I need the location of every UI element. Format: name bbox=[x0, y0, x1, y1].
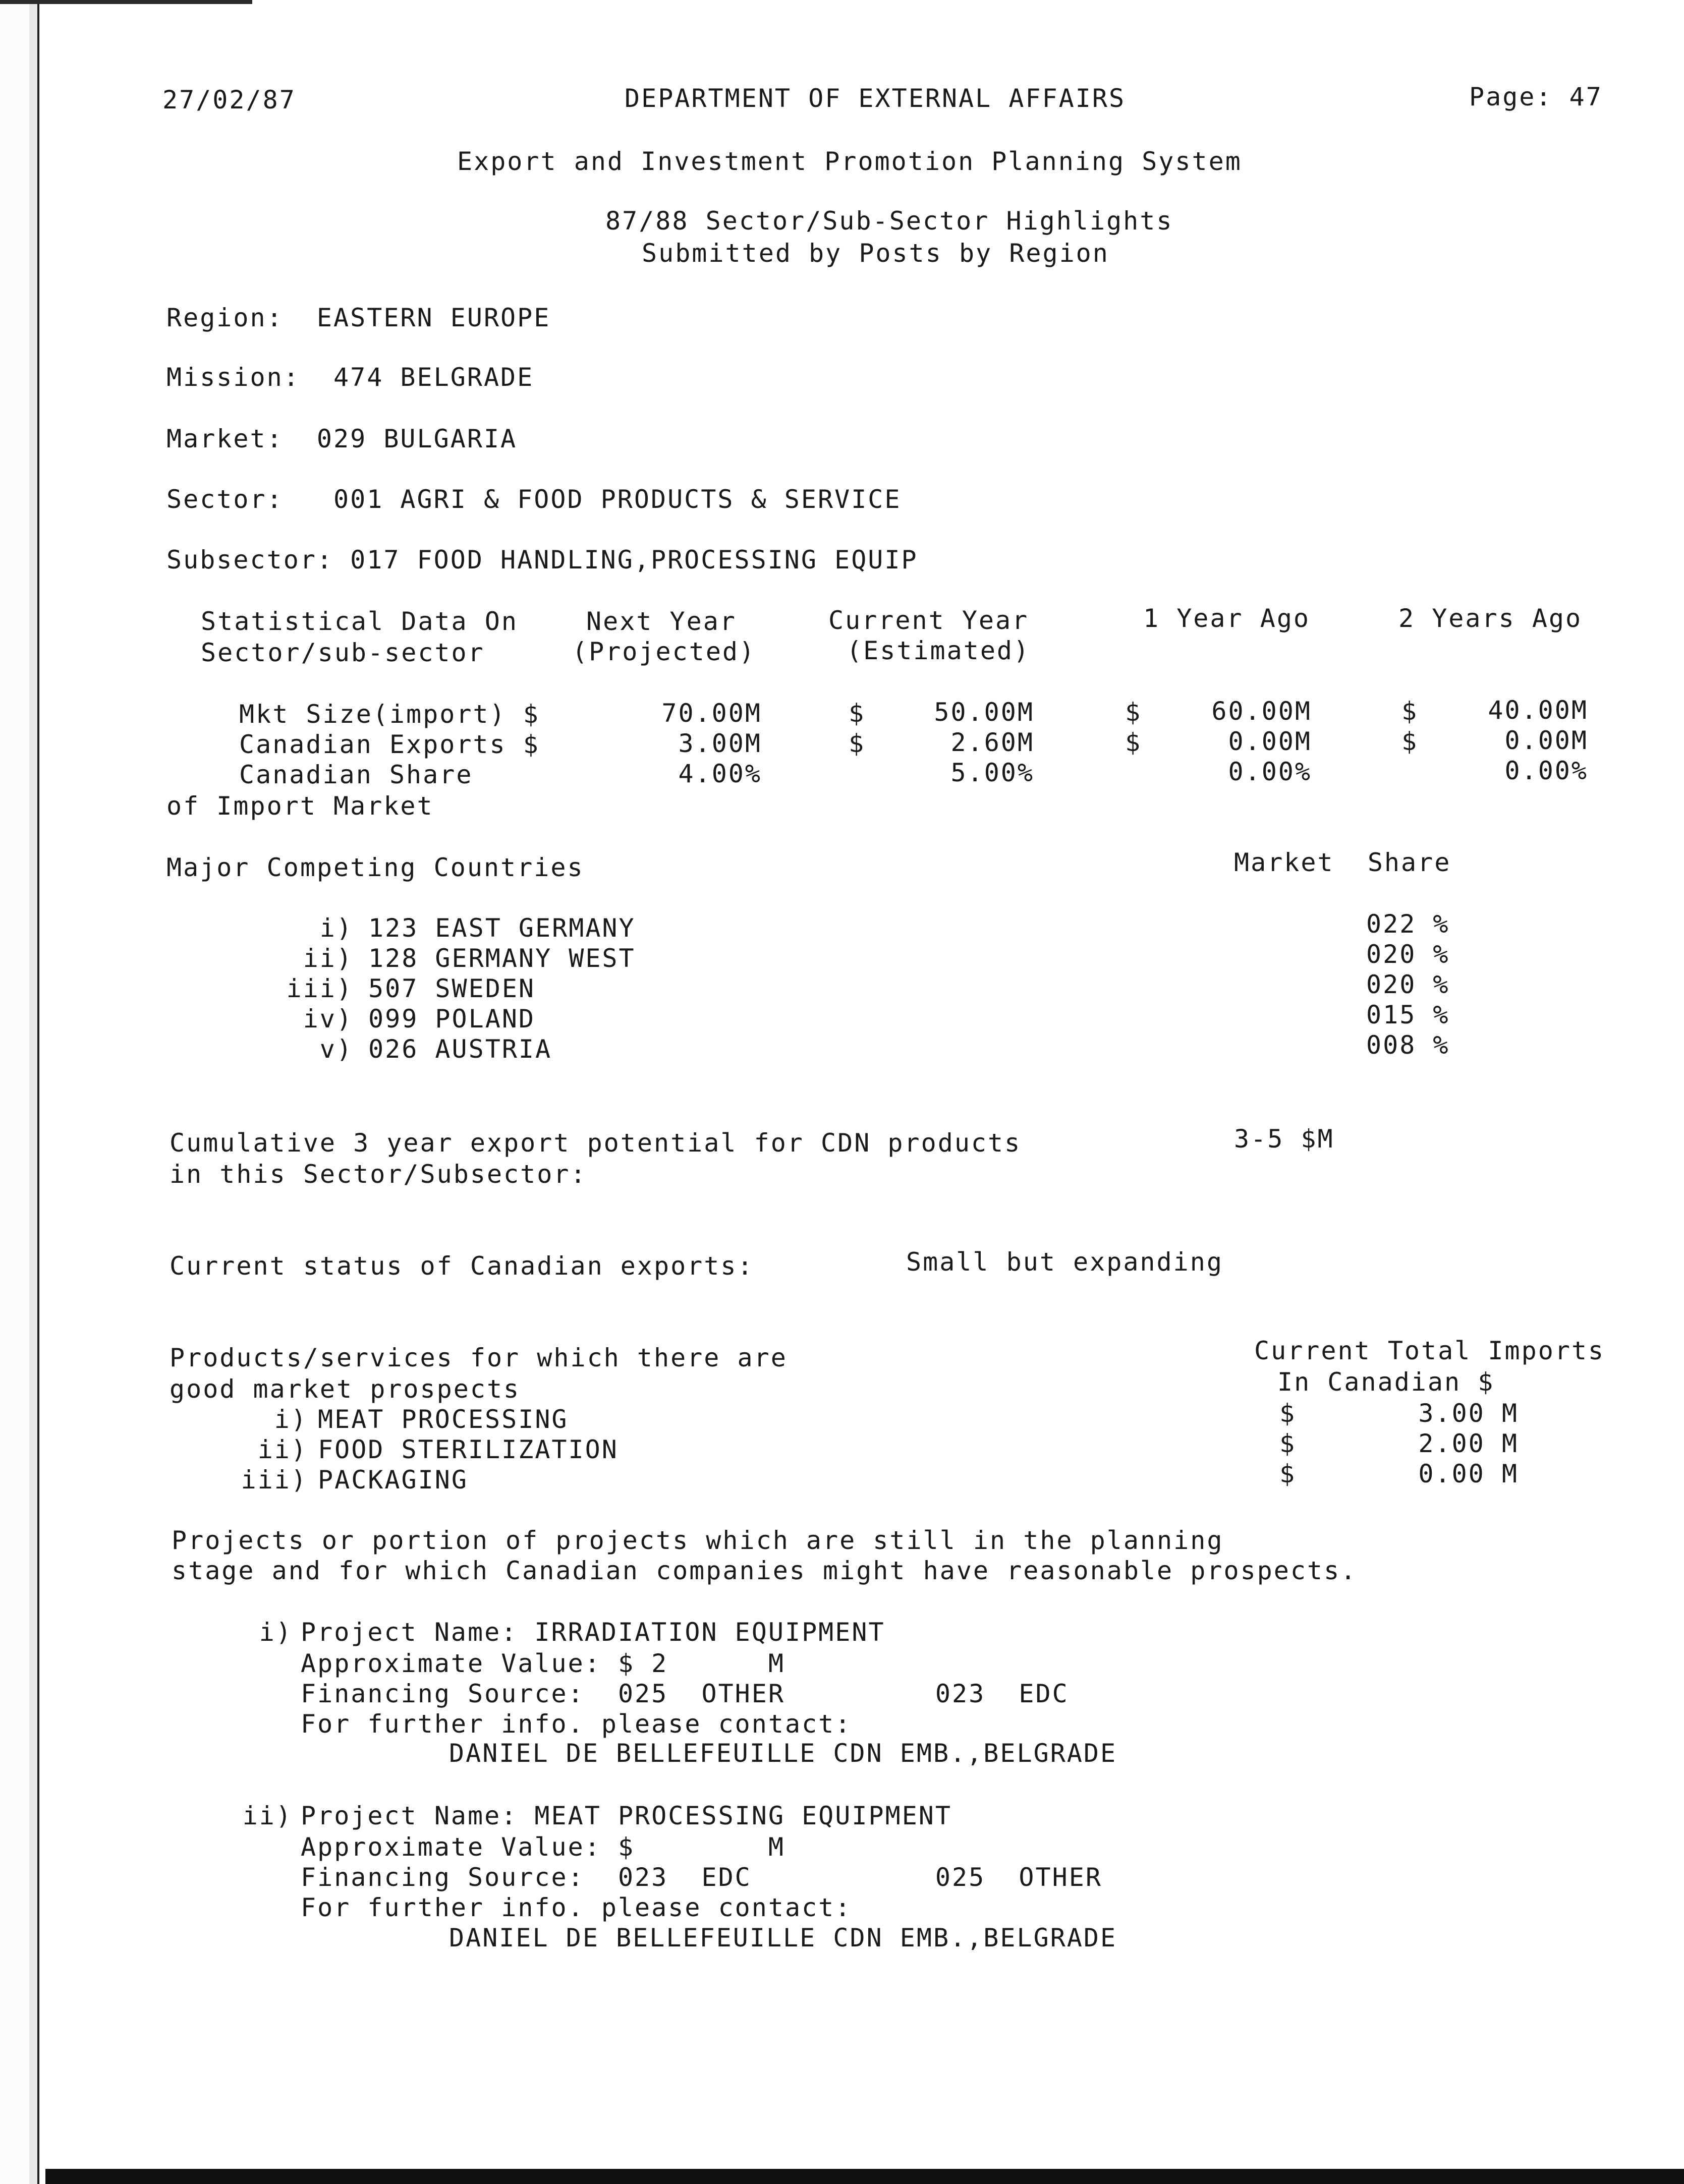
contact-name: DANIEL DE BELLEFEUILLE CDN EMB.,BELGRADE bbox=[449, 1923, 1117, 1952]
currency-symbol: $ bbox=[849, 699, 866, 728]
one-year-ago-value: 0.00M bbox=[1228, 727, 1312, 756]
import-value: 3.00 M bbox=[1418, 1399, 1519, 1428]
currency-symbol: $ bbox=[1279, 1429, 1297, 1458]
row-label: Canadian Share bbox=[239, 760, 473, 789]
market-share-value: 020 % bbox=[1366, 970, 1450, 999]
row-label: Canadian Exports $ bbox=[239, 730, 540, 759]
share-continuation: of Import Market bbox=[166, 791, 434, 821]
current-year-value: 50.00M bbox=[934, 698, 1034, 727]
project-financing: Financing Source: 025 OTHER 023 EDC bbox=[301, 1679, 1069, 1708]
one-year-ago-value: 0.00% bbox=[1228, 757, 1312, 786]
report-title: 87/88 Sector/Sub-Sector Highlights bbox=[605, 206, 1173, 236]
projects-intro-line2: stage and for which Canadian companies might have reasonable prospects. bbox=[172, 1556, 1358, 1585]
row-label: Mkt Size(import) $ bbox=[239, 700, 540, 729]
current-year-value: 2.60M bbox=[950, 728, 1034, 757]
product-name: FOOD STERILIZATION bbox=[318, 1435, 619, 1464]
potential-line1: Cumulative 3 year export potential for CDN products bbox=[170, 1128, 1022, 1158]
status-value: Small but expanding bbox=[906, 1247, 1223, 1277]
report-date: 27/02/87 bbox=[162, 85, 296, 114]
contact-name: DANIEL DE BELLEFEUILLE CDN EMB.,BELGRADE bbox=[449, 1739, 1117, 1768]
col-one-year-ago: 1 Year Ago bbox=[1143, 604, 1311, 633]
current-year-value: 5.00% bbox=[950, 758, 1034, 787]
currency-symbol: $ bbox=[1401, 697, 1419, 726]
contact-label: For further info. please contact: bbox=[301, 1893, 852, 1922]
market-share-value: 020 % bbox=[1366, 940, 1450, 969]
contact-label: For further info. please contact: bbox=[301, 1709, 852, 1739]
next-year-value: 70.00M bbox=[661, 699, 762, 728]
country-name: 026 AUSTRIA bbox=[368, 1034, 552, 1064]
scan-edge-binding bbox=[29, 0, 39, 2184]
market-share-value: 022 % bbox=[1366, 909, 1450, 939]
import-value: 0.00 M bbox=[1418, 1459, 1519, 1488]
project-financing: Financing Source: 023 EDC 025 OTHER bbox=[301, 1863, 1102, 1892]
prospects-line1: Products/services for which there are bbox=[170, 1343, 788, 1372]
currency-symbol: $ bbox=[1125, 728, 1142, 757]
item-number: ii) bbox=[303, 944, 353, 973]
next-year-value: 4.00% bbox=[678, 759, 762, 788]
currency-symbol: $ bbox=[1401, 727, 1419, 756]
import-value: 2.00 M bbox=[1418, 1429, 1519, 1458]
col-current-year: Current Year bbox=[828, 606, 1029, 635]
project-value: Approximate Value: $ 2 M bbox=[301, 1649, 785, 1678]
two-years-ago-value: 0.00% bbox=[1504, 756, 1588, 785]
one-year-ago-value: 60.00M bbox=[1211, 697, 1312, 726]
imports-heading-line1: Current Total Imports bbox=[1254, 1336, 1605, 1365]
scan-edge-top bbox=[0, 0, 252, 4]
country-name: 099 POLAND bbox=[368, 1004, 536, 1033]
stats-heading-line1: Statistical Data On bbox=[201, 607, 518, 636]
col-next-year: Next Year bbox=[586, 607, 737, 636]
competitors-heading: Major Competing Countries bbox=[166, 853, 584, 882]
item-number: v) bbox=[319, 1034, 353, 1064]
system-title: Export and Investment Promotion Planning System bbox=[457, 147, 1242, 176]
projects-intro-line1: Projects or portion of projects which are still in the planning bbox=[172, 1526, 1224, 1555]
product-name: MEAT PROCESSING bbox=[318, 1405, 569, 1434]
country-name: 128 GERMANY WEST bbox=[368, 944, 636, 973]
mission-field: Mission: 474 BELGRADE bbox=[166, 363, 534, 392]
item-number: iii) bbox=[241, 1465, 308, 1495]
scan-edge-bottom bbox=[45, 2169, 1684, 2184]
subsector-field: Subsector: 017 FOOD HANDLING,PROCESSING EQUIP bbox=[166, 545, 918, 574]
item-number: iii) bbox=[286, 974, 353, 1003]
prospects-line2: good market prospects bbox=[170, 1374, 521, 1404]
item-number: i) bbox=[259, 1618, 293, 1647]
item-number: ii) bbox=[257, 1435, 308, 1464]
stats-heading-line2: Sector/sub-sector bbox=[201, 638, 485, 667]
scan-edge-outer bbox=[0, 0, 31, 2184]
item-number: i) bbox=[274, 1405, 308, 1434]
country-name: 123 EAST GERMANY bbox=[368, 913, 636, 943]
page-number: Page: 47 bbox=[1469, 82, 1603, 111]
currency-symbol: $ bbox=[1279, 1399, 1297, 1428]
sector-field: Sector: 001 AGRI & FOOD PRODUCTS & SERVICE bbox=[166, 485, 902, 514]
status-label: Current status of Canadian exports: bbox=[170, 1251, 754, 1281]
imports-heading-line2: In Canadian $ bbox=[1277, 1367, 1495, 1397]
item-number: i) bbox=[319, 913, 353, 943]
project-name: Project Name: MEAT PROCESSING EQUIPMENT bbox=[301, 1801, 952, 1830]
col-current-year-sub: (Estimated) bbox=[847, 636, 1031, 665]
department-name: DEPARTMENT OF EXTERNAL AFFAIRS bbox=[625, 84, 1126, 113]
currency-symbol: $ bbox=[849, 729, 866, 758]
project-value: Approximate Value: $ M bbox=[301, 1832, 785, 1862]
market-share-value: 008 % bbox=[1366, 1030, 1450, 1060]
project-name: Project Name: IRRADIATION EQUIPMENT bbox=[301, 1618, 885, 1647]
product-name: PACKAGING bbox=[318, 1465, 468, 1495]
market-share-value: 015 % bbox=[1366, 1000, 1450, 1029]
market-share-heading: Market Share bbox=[1234, 848, 1451, 877]
col-next-year-sub: (Projected) bbox=[572, 637, 756, 666]
report-subtitle: Submitted by Posts by Region bbox=[642, 239, 1109, 268]
region-field: Region: EASTERN EUROPE bbox=[166, 303, 551, 332]
col-two-years-ago: 2 Years Ago bbox=[1398, 604, 1583, 633]
two-years-ago-value: 0.00M bbox=[1504, 726, 1588, 755]
next-year-value: 3.00M bbox=[678, 729, 762, 758]
item-number: iv) bbox=[303, 1004, 353, 1033]
two-years-ago-value: 40.00M bbox=[1488, 696, 1588, 725]
currency-symbol: $ bbox=[1125, 698, 1142, 727]
item-number: ii) bbox=[242, 1801, 293, 1830]
currency-symbol: $ bbox=[1279, 1459, 1297, 1488]
country-name: 507 SWEDEN bbox=[368, 974, 536, 1003]
potential-value: 3-5 $M bbox=[1234, 1124, 1334, 1154]
potential-line2: in this Sector/Subsector: bbox=[170, 1160, 587, 1189]
market-field: Market: 029 BULGARIA bbox=[166, 424, 518, 453]
